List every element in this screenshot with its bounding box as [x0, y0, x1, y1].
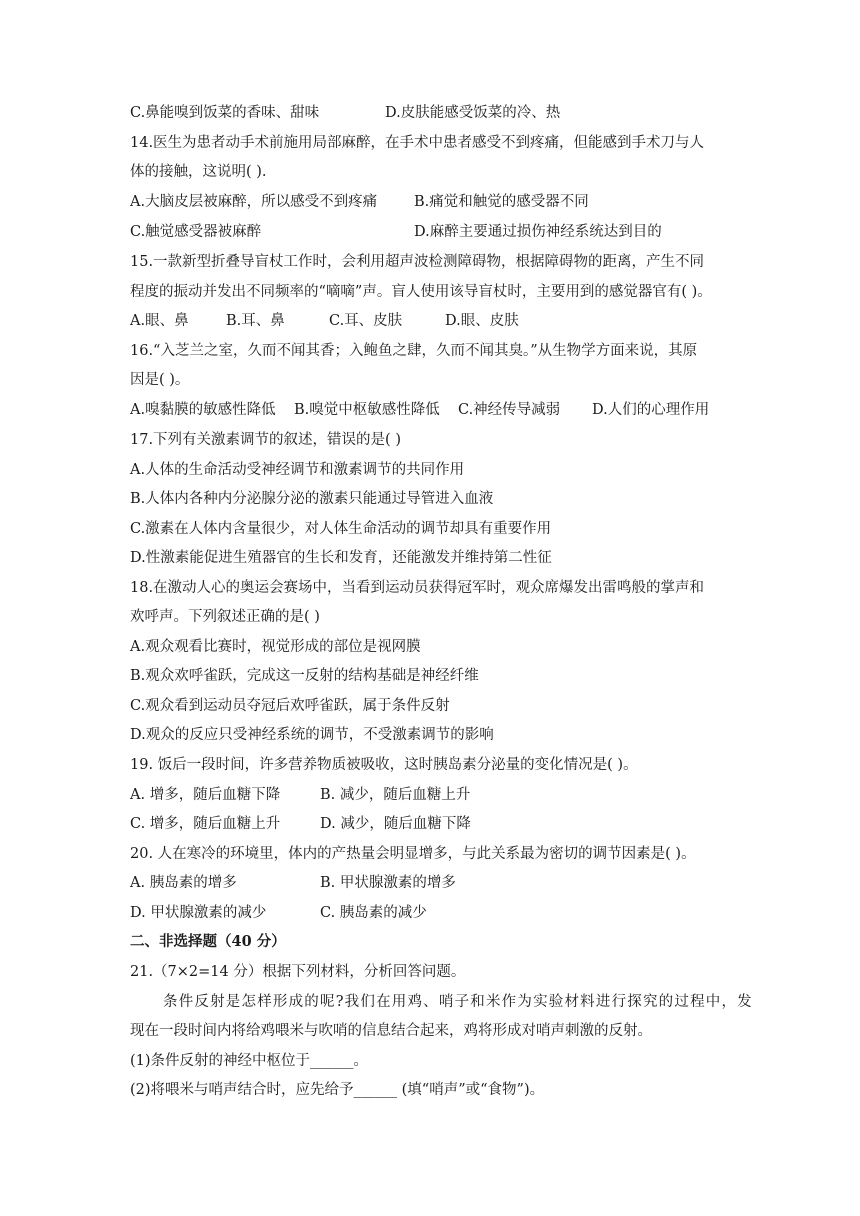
line-text: (1)条件反射的神经中枢位于______。	[130, 1053, 369, 1069]
line-text: 18.在激动人心的奥运会赛场中，当看到运动员获得冠军时，观众席爆发出雷鸣般的掌声和	[130, 580, 705, 596]
option-text: D.人们的心理作用	[592, 402, 710, 418]
option-text: D.麻醉主要通过损伤神经系统达到目的	[414, 224, 662, 240]
line-text: 20. 人在寒冷的环境里，体内的产热量会明显增多，与此关系最为密切的调节因素是( )。	[130, 846, 696, 862]
line-text: 14.医生为患者动手术前施用局部麻醉，在手术中患者感受不到疼痛，但能感到手术刀与人	[130, 135, 705, 151]
option-text: C. 胰岛素的减少	[320, 905, 427, 921]
line-text: D.性激素能促进生殖器官的生长和发育，还能激发并维持第二性征	[130, 550, 552, 566]
option-text: B. 甲状腺激素的增多	[320, 875, 456, 891]
option-text: B.耳、鼻	[226, 313, 285, 329]
option-text: D.眼、皮肤	[445, 313, 519, 329]
option-text: C.鼻能嗅到饭菜的香味、甜味	[130, 105, 320, 121]
option-text: C. 增多，随后血糖上升	[130, 816, 281, 832]
option-text: B. 减少，随后血糖上升	[320, 787, 471, 803]
option-text: D. 甲状腺激素的减少	[130, 905, 267, 921]
line-text: C.观众看到运动员夺冠后欢呼雀跃，属于条件反射	[130, 698, 450, 714]
line-text: 现在一段时间内将给鸡喂米与吹哨的信息结合起来，鸡将形成对哨声刺激的反射。	[130, 1023, 652, 1039]
line-text: (2)将喂米与哨声结合时，应先给予______ (填“哨声”或“食物”)。	[130, 1082, 545, 1098]
line-text: 21.（7×2=14 分）根据下列材料，分析回答问题。	[130, 964, 466, 980]
option-text: D.皮肤能感受饭菜的冷、热	[385, 105, 561, 121]
line-text: 19. 饭后一段时间，许多营养物质被吸收，这时胰岛素分泌量的变化情况是( )。	[130, 757, 638, 773]
line-text: 15.一款新型折叠导盲杖工作时，会利用超声波检测障碍物，根据障碍物的距离，产生不同	[130, 254, 705, 270]
line-text: 17.下列有关激素调节的叙述，错误的是( )	[130, 432, 401, 448]
line-text: B.观众欢呼雀跃，完成这一反射的结构基础是神经纤维	[130, 668, 479, 684]
option-text: B.嗅觉中枢敏感性降低	[294, 402, 440, 418]
line-text: 欢呼声。下列叙述正确的是( )	[130, 609, 320, 625]
option-text: C.触觉感受器被麻醉	[130, 224, 262, 240]
line-text: 16.“入芝兰之室，久而不闻其香；入鲍鱼之肆，久而不闻其臭。”从生物学方面来说，其原	[130, 343, 698, 359]
option-text: C.神经传导减弱	[458, 402, 561, 418]
line-text: C.激素在人体内含量很少，对人体生命活动的调节却具有重要作用	[130, 521, 552, 537]
option-text: A.嗅黏膜的敏感性降低	[130, 402, 276, 418]
option-text: B.痛觉和触觉的感受器不同	[414, 194, 589, 210]
line-text: A.人体的生命活动受神经调节和激素调节的共同作用	[130, 462, 465, 478]
line-text: 程度的振动并发出不同频率的“嘀嘀”声。盲人使用该导盲杖时，主要用到的感觉器官有( )。	[130, 284, 712, 300]
option-text: A.眼、鼻	[130, 313, 189, 329]
line-text: 条件反射是怎样形成的呢?我们在用鸡、哨子和米作为实验材料进行探究的过程中，发	[163, 994, 753, 1010]
option-text: C.耳、皮肤	[329, 313, 403, 329]
option-text: A. 胰岛素的增多	[130, 875, 237, 891]
line-text: 因是( )。	[130, 372, 190, 388]
line-text: B.人体内各种内分泌腺分泌的激素只能通过导管进入血液	[130, 491, 494, 507]
option-text: A. 增多，随后血糖下降	[130, 787, 281, 803]
line-text: A.观众观看比赛时，视觉形成的部位是视网膜	[130, 639, 421, 655]
line-text: 二、非选择题（40 分）	[130, 933, 286, 950]
option-text: D. 减少，随后血糖下降	[320, 816, 471, 832]
line-text: 体的接触，这说明( ).	[130, 164, 267, 180]
line-text: D.观众的反应只受神经系统的调节，不受激素调节的影响	[130, 727, 494, 743]
option-text: A.大脑皮层被麻醉，所以感受不到疼痛	[130, 194, 378, 210]
